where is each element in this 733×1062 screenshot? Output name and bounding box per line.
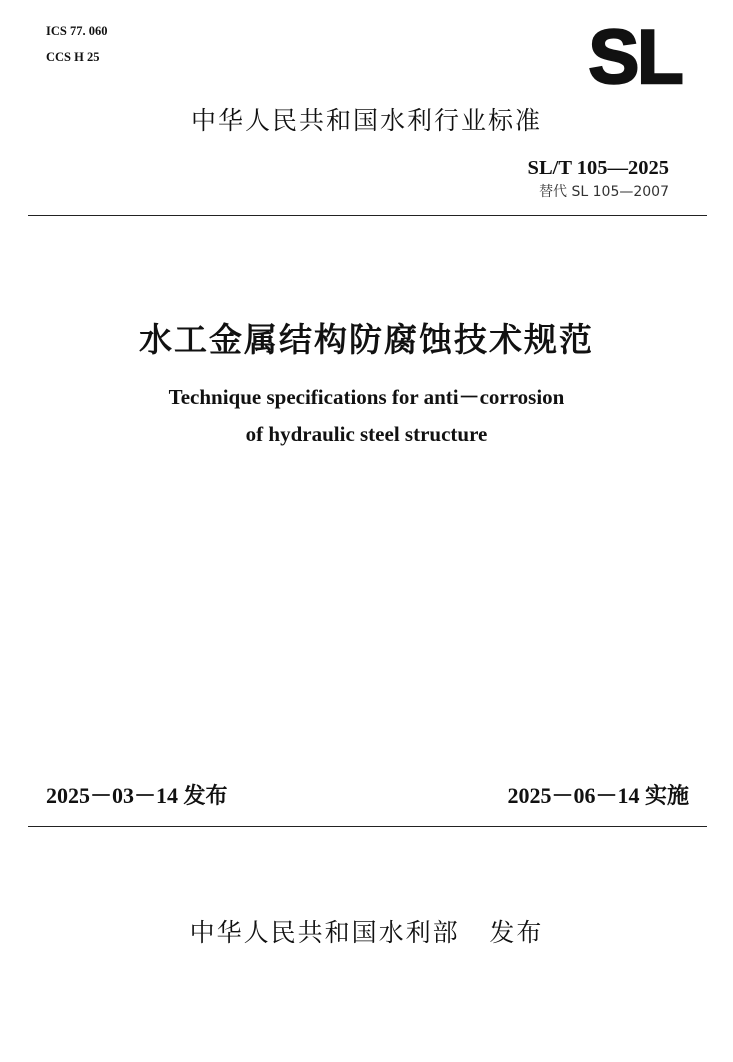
issuing-authority: 中华人民共和国水利部 发布 bbox=[189, 918, 544, 947]
footer-divider bbox=[28, 826, 707, 827]
sl-logo bbox=[574, 28, 696, 88]
ccs-code: CCS H 25 bbox=[46, 50, 100, 64]
header-divider bbox=[28, 215, 707, 216]
issue-date: 2025－03－14 发布 bbox=[46, 783, 228, 808]
standard-replaces: 替代 SL 105—2007 bbox=[539, 184, 669, 200]
standard-category: 中华人民共和国水利行业标准 bbox=[190, 106, 542, 135]
title-english-line1: Technique specifications for anti－corrosion bbox=[168, 385, 565, 409]
sl-logo-text: SL bbox=[588, 28, 682, 88]
title-english-line2: of hydraulic steel structure bbox=[245, 422, 488, 446]
title-chinese: 水工金属结构防腐蚀技术规范 bbox=[139, 320, 594, 359]
ics-code: ICS 77. 060 bbox=[46, 24, 108, 38]
standard-code: SL/T 105—2025 bbox=[527, 157, 669, 179]
implementation-date: 2025－06－14 实施 bbox=[507, 783, 689, 808]
